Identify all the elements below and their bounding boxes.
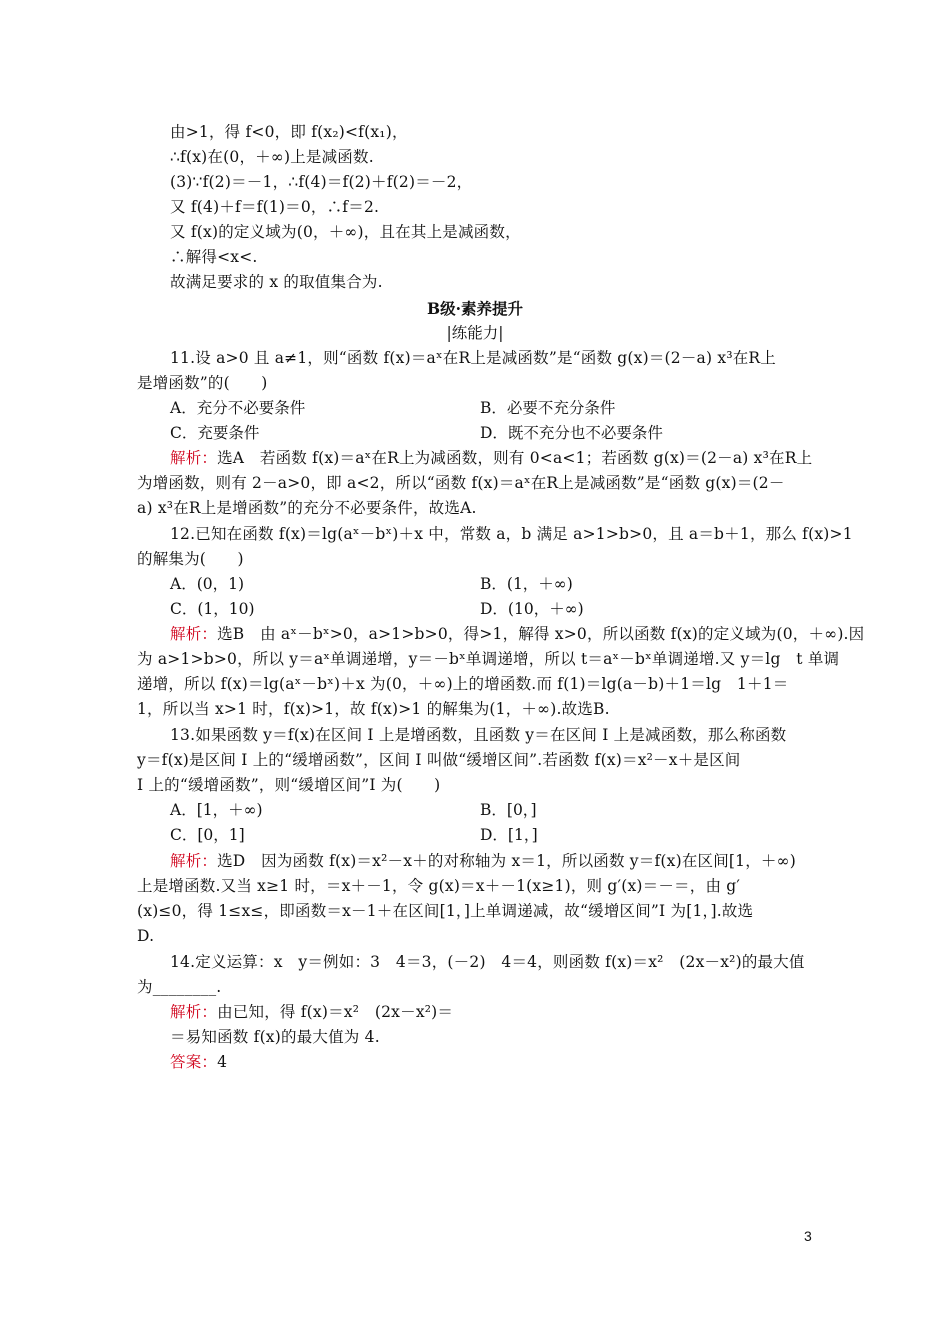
section-subtitle: |练能力|	[446, 324, 504, 342]
option-c: C．(1，10)	[170, 600, 255, 618]
analysis-line: a) x³在R上是增函数”的充分不必要条件，故选A.	[137, 499, 477, 517]
option-c: C．[0，1]	[170, 826, 245, 844]
proof-line: ∴f(x)在(0，＋∞)上是减函数.	[170, 148, 374, 166]
option-a: A．[1，＋∞)	[170, 801, 263, 819]
option-a: A．充分不必要条件	[170, 399, 306, 417]
option-d: D．[1，]	[480, 826, 538, 844]
analysis-line: (x)≤0，得 1≤x≤，即函数＝x－1＋在区间[1，]上单调递减，故“缓增区间”I 为[1，].故选	[137, 902, 754, 920]
analysis-line: 递增，所以 f(x)＝lg(aˣ－bˣ)＋x 为(0，＋∞)上的增函数.而 f(1)＝lg(a－b)＋1＝lg 1＋1＝	[137, 675, 789, 693]
analysis-line: 解析：选D 因为函数 f(x)＝x²－x＋的对称轴为 x＝1，所以函数 y＝f(x)在区间[1，＋∞)	[170, 852, 796, 870]
question-12-line: 的解集为( )	[137, 550, 244, 568]
answer-value: 4	[217, 1053, 228, 1071]
proof-line: 又 f(x)的定义域为(0，＋∞)，且在其上是减函数，	[170, 223, 521, 241]
analysis-label: 解析：	[170, 625, 218, 643]
page-number: 3	[804, 1228, 812, 1244]
proof-line: ∴解得<x<.	[170, 248, 258, 266]
section-title: B级·素养提升	[427, 299, 523, 318]
analysis-line: 解析：选B 由 aˣ－bˣ>0，a>1>b>0，得>1，解得 x>0，所以函数 f(x)的定义域为(0，＋∞).因	[170, 625, 865, 643]
analysis-line: 解析：由已知，得 f(x)＝x² (2x－x²)＝	[170, 1003, 454, 1021]
question-13-line: I 上的“缓增函数”，则“缓增区间”I 为( )	[137, 776, 441, 794]
answer-label: 答案：	[170, 1053, 218, 1071]
answer-line	[170, 1050, 850, 1075]
analysis-label: 解析：	[170, 852, 218, 870]
proof-line: (3)∵f(2)＝－1，∴f(4)＝f(2)＋f(2)＝－2，	[170, 173, 473, 191]
proof-line: 又 f(4)＋f＝f(1)＝0，∴f＝2.	[170, 198, 380, 216]
analysis-label: 解析：	[170, 449, 218, 467]
option-b: B．必要不充分条件	[480, 399, 616, 417]
question-13-line: y＝f(x)是区间 I 上的“缓增函数”，区间 I 叫做“缓增区间”.若函数 f(x)＝x²－x＋是区间	[137, 751, 741, 769]
option-b: B．[0，]	[480, 801, 537, 819]
question-11-line: 11.设 a>0 且 a≠1，则“函数 f(x)＝aˣ在R上是减函数”是“函数 g(x)＝(2－a) x³在R上	[170, 349, 776, 367]
analysis-line: 上是增函数.又当 x≥1 时，＝x＋－1，令 g(x)＝x＋－1(x≥1)，则 g′(x)＝－＝，由 g′	[137, 877, 741, 895]
analysis-line: 解析：选A 若函数 f(x)＝aˣ在R上为减函数，则有 0<a<1；若函数 g(x)＝(2－a) x³在R上	[170, 449, 813, 467]
proof-line: 故满足要求的 x 的取值集合为.	[170, 273, 383, 291]
question-13-line: 13.如果函数 y＝f(x)在区间 I 上是增函数，且函数 y＝在区间 I 上是减函数，那么称函数	[170, 726, 787, 744]
analysis-line: 为 a>1>b>0，所以 y＝aˣ单调递增，y＝－bˣ单调递增，所以 t＝aˣ－bˣ单调递增.又 y＝lg t 单调	[137, 650, 840, 668]
option-b: B．(1，＋∞)	[480, 575, 573, 593]
proof-line: 由>1，得 f<0，即 f(x₂)<f(x₁)，	[170, 123, 408, 141]
analysis-line: 为增函数，则有 2－a>0，即 a<2，所以“函数 f(x)＝aˣ在R上是减函数”是“函数 g(x)＝(2－	[137, 474, 785, 492]
question-14-line: 14.定义运算：x y＝例如：3 4＝3，(－2) 4＝4，则函数 f(x)＝x² (2x－x²)的最大值	[170, 953, 805, 971]
analysis-label: 解析：	[170, 1003, 218, 1021]
option-d: D．既不充分也不必要条件	[480, 424, 663, 442]
option-a: A．(0，1)	[170, 575, 245, 593]
question-11-line: 是增函数”的( )	[137, 374, 268, 392]
analysis-line: ＝易知函数 f(x)的最大值为 4.	[170, 1028, 380, 1046]
analysis-line: 1，所以当 x>1 时，f(x)>1，故 f(x)>1 的解集为(1，＋∞).故选B.	[137, 700, 610, 718]
question-14-line: 为________.	[137, 978, 222, 996]
option-d: D．(10，＋∞)	[480, 600, 584, 618]
option-c: C．充要条件	[170, 424, 260, 442]
analysis-line: D.	[137, 927, 155, 945]
question-12-line: 12.已知在函数 f(x)＝lg(aˣ－bˣ)＋x 中，常数 a，b 满足 a>1>b>0，且 a＝b＋1，那么 f(x)>1	[170, 525, 853, 543]
